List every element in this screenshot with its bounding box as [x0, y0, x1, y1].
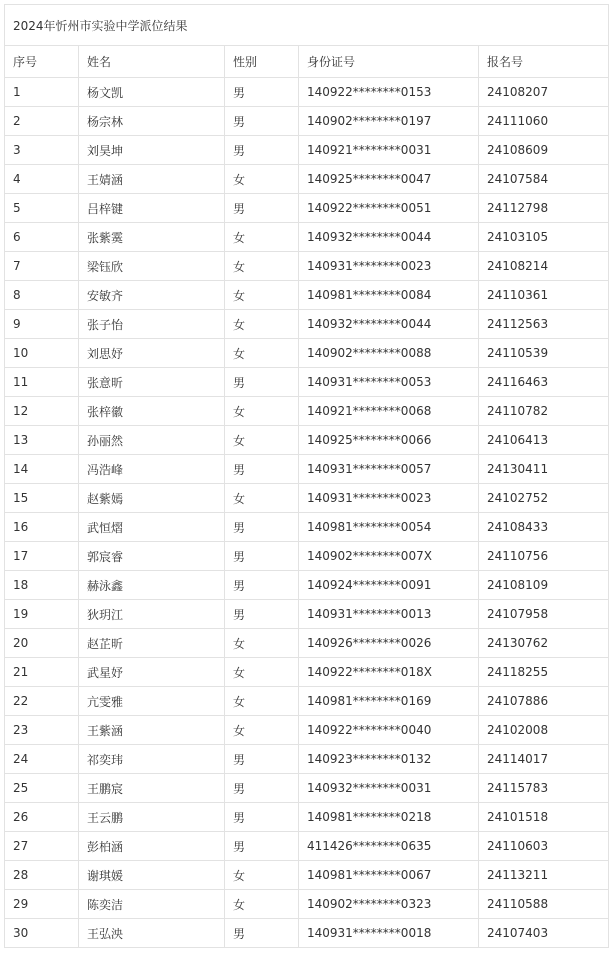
table-row [5, 803, 609, 832]
gender-cell: 男 [225, 542, 299, 571]
table-row [5, 339, 609, 368]
index-cell: 22 [5, 687, 79, 716]
gender-cell: 男 [225, 803, 299, 832]
name-cell: 王弘泱 [79, 919, 225, 948]
table-row [5, 774, 609, 803]
index-cell: 20 [5, 629, 79, 658]
table-row [5, 861, 609, 890]
table-row [5, 658, 609, 687]
table-row [5, 194, 609, 223]
id-number-cell: 140932********0031 [299, 774, 479, 803]
index-cell: 6 [5, 223, 79, 252]
table-row [5, 397, 609, 426]
gender-cell: 女 [225, 658, 299, 687]
gender-cell: 男 [225, 919, 299, 948]
index-cell: 18 [5, 571, 79, 600]
gender-cell: 男 [225, 368, 299, 397]
gender-cell: 男 [225, 78, 299, 107]
registration-number-cell: 24130411 [479, 455, 609, 484]
name-cell: 孙丽然 [79, 426, 225, 455]
gender-cell: 女 [225, 339, 299, 368]
id-number-cell: 140931********0057 [299, 455, 479, 484]
name-cell: 安敏齐 [79, 281, 225, 310]
name-cell: 彭柏涵 [79, 832, 225, 861]
name-cell: 张意昕 [79, 368, 225, 397]
name-cell: 王婧涵 [79, 165, 225, 194]
index-cell: 9 [5, 310, 79, 339]
index-cell: 4 [5, 165, 79, 194]
index-cell: 28 [5, 861, 79, 890]
id-number-cell: 140932********0044 [299, 310, 479, 339]
id-number-cell: 140921********0031 [299, 136, 479, 165]
index-cell: 3 [5, 136, 79, 165]
name-cell: 张紫霙 [79, 223, 225, 252]
name-cell: 赵芷昕 [79, 629, 225, 658]
table-row [5, 223, 609, 252]
name-cell: 冯浩峰 [79, 455, 225, 484]
table-row [5, 426, 609, 455]
gender-cell: 男 [225, 600, 299, 629]
name-cell: 陈奕洁 [79, 890, 225, 919]
index-cell: 19 [5, 600, 79, 629]
registration-number-cell: 24107886 [479, 687, 609, 716]
id-number-cell: 140926********0026 [299, 629, 479, 658]
gender-cell: 男 [225, 107, 299, 136]
id-number-cell: 140922********018X [299, 658, 479, 687]
table-row [5, 455, 609, 484]
registration-number-cell: 24103105 [479, 223, 609, 252]
registration-number-cell: 24110588 [479, 890, 609, 919]
gender-cell: 女 [225, 252, 299, 281]
gender-cell: 男 [225, 571, 299, 600]
name-cell: 狄玥江 [79, 600, 225, 629]
gender-cell: 女 [225, 223, 299, 252]
gender-cell: 女 [225, 861, 299, 890]
gender-cell: 男 [225, 832, 299, 861]
table-row [5, 513, 609, 542]
id-number-cell: 140931********0053 [299, 368, 479, 397]
index-cell: 2 [5, 107, 79, 136]
name-cell: 亢雯雅 [79, 687, 225, 716]
id-number-cell: 140925********0047 [299, 165, 479, 194]
registration-number-cell: 24108207 [479, 78, 609, 107]
table-row [5, 716, 609, 745]
registration-number-cell: 24111060 [479, 107, 609, 136]
id-number-cell: 140925********0066 [299, 426, 479, 455]
id-number-cell: 411426********0635 [299, 832, 479, 861]
gender-cell: 女 [225, 281, 299, 310]
id-number-cell: 140931********0023 [299, 484, 479, 513]
registration-number-cell: 24110539 [479, 339, 609, 368]
name-cell: 吕梓键 [79, 194, 225, 223]
name-cell: 祁奕玮 [79, 745, 225, 774]
index-cell: 13 [5, 426, 79, 455]
registration-number-cell: 24115783 [479, 774, 609, 803]
index-cell: 17 [5, 542, 79, 571]
registration-number-cell: 24116463 [479, 368, 609, 397]
table-row [5, 890, 609, 919]
name-cell: 张子怡 [79, 310, 225, 339]
table-row [5, 571, 609, 600]
gender-cell: 女 [225, 426, 299, 455]
name-cell: 赵紫嫣 [79, 484, 225, 513]
table-row [5, 78, 609, 107]
name-cell: 谢琪媛 [79, 861, 225, 890]
id-number-cell: 140981********0067 [299, 861, 479, 890]
id-number-cell: 140902********0197 [299, 107, 479, 136]
table-title: 2024年忻州市实验中学派位结果 [5, 5, 609, 46]
name-cell: 杨文凯 [79, 78, 225, 107]
column-header-registration-number: 报名号 [479, 46, 609, 78]
id-number-cell: 140981********0169 [299, 687, 479, 716]
id-number-cell: 140981********0054 [299, 513, 479, 542]
id-number-cell: 140981********0218 [299, 803, 479, 832]
index-cell: 30 [5, 919, 79, 948]
index-cell: 27 [5, 832, 79, 861]
index-cell: 14 [5, 455, 79, 484]
registration-number-cell: 24106413 [479, 426, 609, 455]
table-row [5, 745, 609, 774]
table-row [5, 484, 609, 513]
name-cell: 王云鹏 [79, 803, 225, 832]
registration-number-cell: 24110361 [479, 281, 609, 310]
index-cell: 23 [5, 716, 79, 745]
id-number-cell: 140931********0018 [299, 919, 479, 948]
registration-number-cell: 24107403 [479, 919, 609, 948]
gender-cell: 男 [225, 774, 299, 803]
title-row [5, 5, 609, 46]
registration-number-cell: 24101518 [479, 803, 609, 832]
name-cell: 刘昊坤 [79, 136, 225, 165]
index-cell: 1 [5, 78, 79, 107]
column-header-name: 姓名 [79, 46, 225, 78]
registration-number-cell: 24108214 [479, 252, 609, 281]
table-row [5, 368, 609, 397]
id-number-cell: 140931********0023 [299, 252, 479, 281]
index-cell: 10 [5, 339, 79, 368]
id-number-cell: 140922********0153 [299, 78, 479, 107]
gender-cell: 女 [225, 629, 299, 658]
header-row [5, 46, 609, 78]
table-row [5, 542, 609, 571]
name-cell: 梁钰欣 [79, 252, 225, 281]
name-cell: 刘思妤 [79, 339, 225, 368]
column-header-index: 序号 [5, 46, 79, 78]
index-cell: 21 [5, 658, 79, 687]
id-number-cell: 140902********0323 [299, 890, 479, 919]
name-cell: 杨宗林 [79, 107, 225, 136]
registration-number-cell: 24118255 [479, 658, 609, 687]
table-row [5, 600, 609, 629]
index-cell: 8 [5, 281, 79, 310]
table-row [5, 629, 609, 658]
id-number-cell: 140981********0084 [299, 281, 479, 310]
id-number-cell: 140902********007X [299, 542, 479, 571]
name-cell: 王紫涵 [79, 716, 225, 745]
id-number-cell: 140923********0132 [299, 745, 479, 774]
index-cell: 7 [5, 252, 79, 281]
gender-cell: 男 [225, 745, 299, 774]
index-cell: 25 [5, 774, 79, 803]
index-cell: 29 [5, 890, 79, 919]
table-row [5, 281, 609, 310]
gender-cell: 女 [225, 165, 299, 194]
registration-number-cell: 24110782 [479, 397, 609, 426]
table-row [5, 136, 609, 165]
gender-cell: 男 [225, 194, 299, 223]
column-header-gender: 性别 [225, 46, 299, 78]
registration-number-cell: 24113211 [479, 861, 609, 890]
registration-number-cell: 24110603 [479, 832, 609, 861]
name-cell: 王鹏宸 [79, 774, 225, 803]
index-cell: 12 [5, 397, 79, 426]
id-number-cell: 140924********0091 [299, 571, 479, 600]
gender-cell: 男 [225, 136, 299, 165]
gender-cell: 男 [225, 513, 299, 542]
gender-cell: 女 [225, 890, 299, 919]
registration-number-cell: 24112563 [479, 310, 609, 339]
table-row [5, 252, 609, 281]
registration-number-cell: 24107958 [479, 600, 609, 629]
registration-number-cell: 24108109 [479, 571, 609, 600]
gender-cell: 女 [225, 716, 299, 745]
name-cell: 郭宸睿 [79, 542, 225, 571]
gender-cell: 男 [225, 455, 299, 484]
registration-number-cell: 24112798 [479, 194, 609, 223]
index-cell: 5 [5, 194, 79, 223]
registration-number-cell: 24102008 [479, 716, 609, 745]
index-cell: 26 [5, 803, 79, 832]
table-row [5, 107, 609, 136]
index-cell: 24 [5, 745, 79, 774]
table-row [5, 919, 609, 948]
registration-number-cell: 24110756 [479, 542, 609, 571]
name-cell: 张梓徽 [79, 397, 225, 426]
table-row [5, 832, 609, 861]
table-row [5, 310, 609, 339]
gender-cell: 女 [225, 397, 299, 426]
table-row [5, 687, 609, 716]
name-cell: 武恒熠 [79, 513, 225, 542]
index-cell: 16 [5, 513, 79, 542]
column-header-id-number: 身份证号 [299, 46, 479, 78]
id-number-cell: 140921********0068 [299, 397, 479, 426]
table-row [5, 165, 609, 194]
id-number-cell: 140931********0013 [299, 600, 479, 629]
gender-cell: 女 [225, 484, 299, 513]
gender-cell: 女 [225, 687, 299, 716]
index-cell: 11 [5, 368, 79, 397]
id-number-cell: 140932********0044 [299, 223, 479, 252]
id-number-cell: 140922********0040 [299, 716, 479, 745]
registration-number-cell: 24108609 [479, 136, 609, 165]
registration-number-cell: 24107584 [479, 165, 609, 194]
registration-number-cell: 24130762 [479, 629, 609, 658]
index-cell: 15 [5, 484, 79, 513]
id-number-cell: 140922********0051 [299, 194, 479, 223]
name-cell: 赫泳鑫 [79, 571, 225, 600]
registration-number-cell: 24102752 [479, 484, 609, 513]
registration-number-cell: 24108433 [479, 513, 609, 542]
results-table [4, 4, 609, 948]
registration-number-cell: 24114017 [479, 745, 609, 774]
name-cell: 武星妤 [79, 658, 225, 687]
id-number-cell: 140902********0088 [299, 339, 479, 368]
gender-cell: 女 [225, 310, 299, 339]
